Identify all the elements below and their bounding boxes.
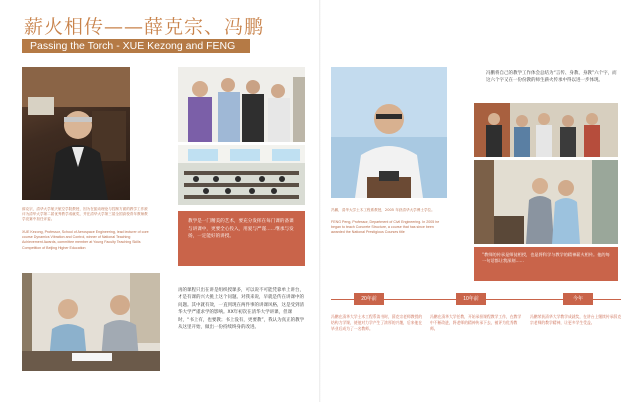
caption-feng-en: FENG Peng, Professor, Department of Civil Engineering. In 2005 he began to teach Concrete Structure, a course that has since been awarded the National Prestigious Courses title (331, 220, 440, 235)
timeline-tag-this-year: 今年 (563, 293, 593, 305)
timeline-text-20-years-ago: 冯鹏在清华大学土木工程系读书时，薛克宗老师教授的结构力学课，使他对力学产生了浓厚的兴趣，后来他在毕业后成为了一名教师。 (331, 314, 423, 331)
photo-xue-and-feng-at-desk (22, 273, 160, 371)
caption-xue-cn: 薛克宗，清华大学航天航空学院教授，因为在振动理论与控制方面的教学工作被评为清华大学第二届优秀教学成就奖，并在清华大学第三届全国高校青年教师教学竞赛中担任评委。 (22, 207, 148, 222)
photo-xue-kezong-portrait (22, 67, 130, 200)
caption-feng-cn: 冯鹏，清华大学土木工程系教授，2005 年获清华大学博士学位。 (331, 208, 435, 212)
timeline-text-this-year: 冯鹏荣获清华大学教学成就奖，在讲台上继续传承薛克宗老师的教学精神，让更多学生受益。 (530, 314, 622, 325)
photo-feng-peng-portrait (331, 67, 447, 198)
timeline-tag-10-years-ago: 10年前 (456, 293, 486, 305)
page-title: 薪火相传——薛克宗、冯鹏 (24, 16, 265, 38)
photo-classroom-students (178, 67, 305, 142)
body-text-xue: 再的课程只出在讲是组织授课多，可以说不可能凭靠单上讲台，才是有课的兴大挑上这个问题。对我来说，早就是传在讲课中的问题。其中就有效，一直到现在两件事的讲课风格，这是受到清华大学严谨求学的影响。XX年初次在清华大学讲课，但课时，“书上有，也要教；书上没有，更要教”，我认为真正的教学从这里开始，做出一份持续终身的改进。 (178, 288, 305, 331)
page-subtitle-banner: Passing the Torch - XUE Kezong and FENG Peng (22, 39, 250, 53)
page-spine (319, 0, 321, 402)
intro-text-feng: 冯鹏将自己的教学工作体会总结为“言传、身教、身教”六个字，而这六个字又在一份份教的师生薪火传承中得以进一步体现。 (486, 71, 617, 84)
photo-feng-with-group (474, 103, 618, 157)
timeline-tag-20-years-ago: 20年前 (354, 293, 384, 305)
photo-lecture-hall (178, 145, 305, 205)
quote-box-xue: 教学是一门精美的艺术，要充分发挥在每门课的备课与讲课中，更要全心投入，用爱与严谨……继承与发扬，一定能好的讲授。 (178, 211, 305, 266)
photo-xue-and-feng-standing (474, 160, 618, 244)
quote-box-feng: “教师的传承是师徒相授，也是将科学与教学的精神薪火相传。他的每一句话都让我深刻…… (474, 247, 618, 281)
timeline-text-10-years-ago: 冯鹏在清华大学任教，开始承担课程教学工作，在教学中不断改进，将老师的精神传承下去，被评为优秀教师。 (430, 314, 522, 331)
caption-xue-en: XUE Kezong, Professor, School of Aerospace Engineering, lead lecturer of core course Dynamics Vibration and Control, winner of National Teaching Achievement Awards, committee member at Young Faculty Teaching Skills Competition of Beijing Higher Education (22, 230, 149, 250)
